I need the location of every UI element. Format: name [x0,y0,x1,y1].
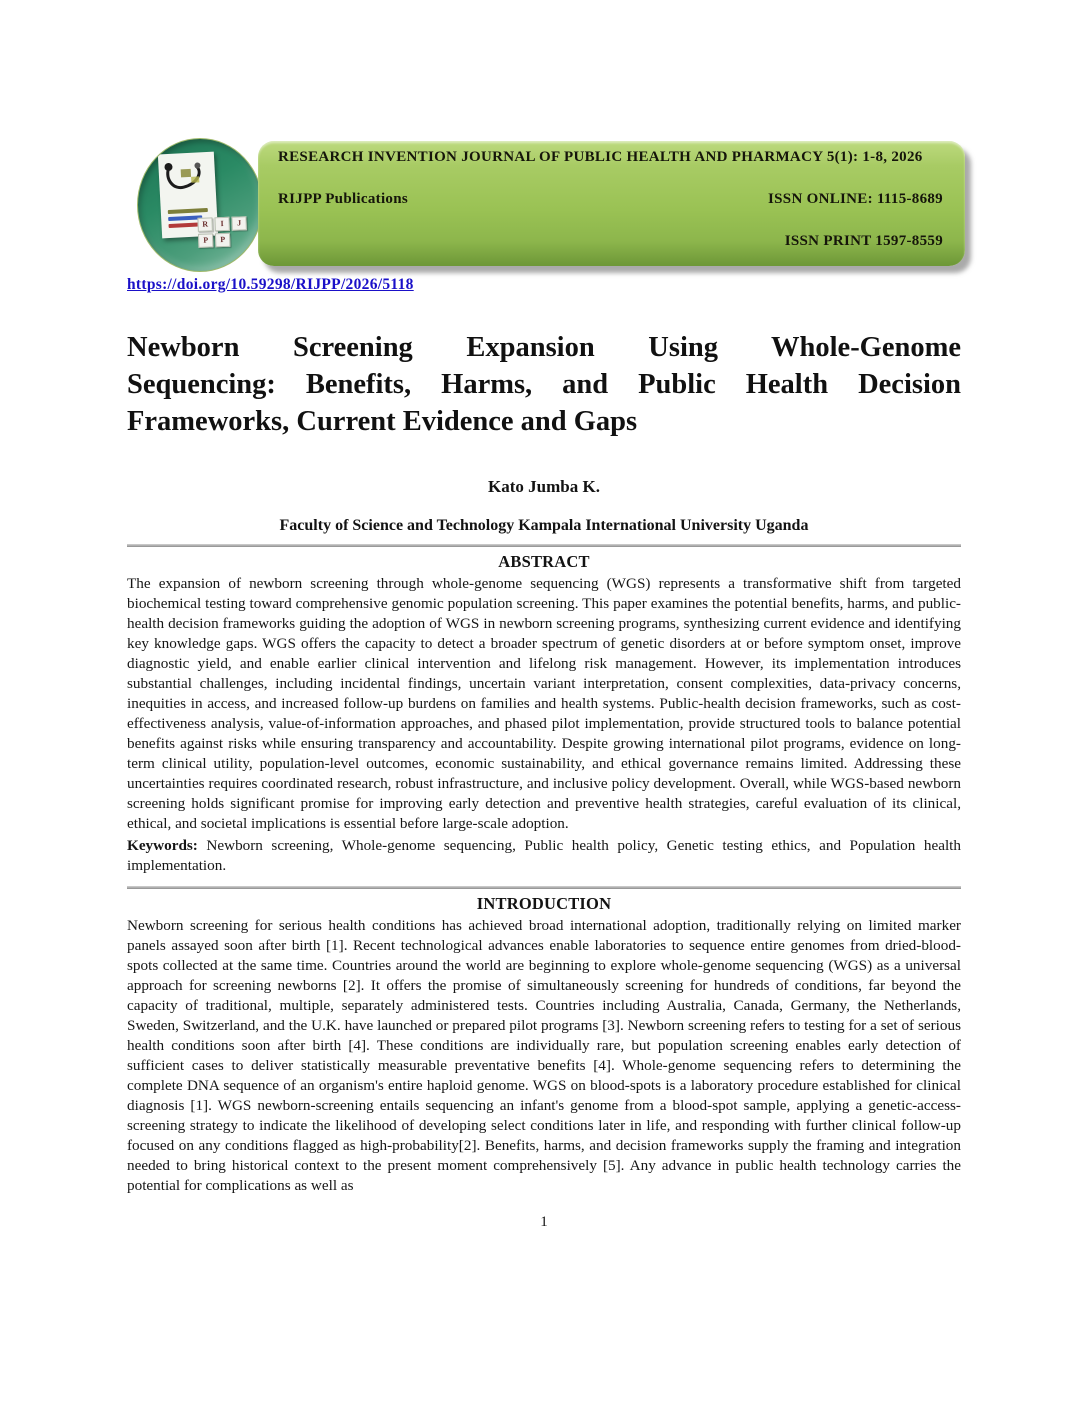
section-divider-top [127,544,961,547]
article-title-line-3: Frameworks, Current Evidence and Gaps [127,406,638,437]
letter-block: I [214,217,229,232]
logo-cover-text-line [168,208,208,214]
banner-row-1 [278,149,943,166]
abstract-keywords [127,836,961,876]
section-divider-middle [127,886,961,889]
journal-title-issue: RESEARCH INVENTION JOURNAL OF PUBLIC HEALTH AND PHARMACY 5(1): 1-8, 2026 [278,149,923,165]
page-number: 1 [540,1214,548,1230]
abstract-body: The expansion of newborn screening through whole-genome sequencing (WGS) represents a transformative shift from targeted biochemical testing toward comprehensive genomic population screening. This paper examines the potential benefits, harms, and public-health decision frameworks guiding the adoption of WGS in newborn screening programs, synthesizing current evidence and identifying key knowledge gaps. WGS offers the capacity to detect a broader spectrum of genetic disorders at or before symptom onset, improve diagnostic yield, and enable earlier clinical intervention and lifelong risk management. However, its implementation introduces substantial challenges, including incidental findings, uncertain variant interpretation, consent complexities, data-privacy concerns, inequities in access, and increased follow-up burdens on families and health systems. Public-health decision frameworks, such as cost-effectiveness analysis, value-of-information approaches, and phased pilot implementation, provide structured tools to balance potential benefits against risks while ensuring transparency and accountability. Despite growing international pilot programs, evidence on long-term clinical utility, population-level outcomes, economic sustainability, and ethical governance remains limited. Addressing these uncertainties requires coordinated research, robust infrastructure, and inclusive policy development. Overall, while WGS-based newborn screening holds significant promise for improving early detection and preventive health strategies, careful evaluation of its clinical, ethical, and societal implications is essential before large-scale adoption. [127,575,961,832]
publisher-name: RIJPP Publications [278,191,408,207]
letter-block: J [231,216,246,231]
letter-block: R [197,217,212,232]
introduction-heading: INTRODUCTION [476,894,612,913]
keywords-label: Keywords: [127,837,198,854]
article-title [127,329,961,440]
article-content [127,329,961,1231]
journal-header-banner [258,141,965,266]
banner-row-3 [278,233,943,250]
introduction-body: Newborn screening for serious health conditions has achieved broad international adoption, traditionally relying on limited marker panels assayed soon after birth [1]. Recent technological advances enable laboratories to sequence entire genomes from dried-blood-spots collected at the same time. Countries around the world are beginning to explore whole-genome sequencing (WGS) as a universal approach for screening newborns [2]. It offers the promise of simultaneously screening for hundreds of conditions, far beyond the capacity of traditional, multiple, separately administered tests. Countries including Australia, Canada, Germany, the Netherlands, Sweden, Switzerland, and the U.K. have launched or prepared pilot programs [3]. Newborn screening refers to testing for a set of serious health conditions soon after birth [4]. These conditions are individually rare, but population screening enables early detection of sufficient cases to deliver statistically measurable preventative benefits [4]. Whole-genome sequencing refers to determining the complete DNA sequence of an organism's entire haploid genome. WGS on blood-spots is a laboratory procedure established for clinical diagnosis [1]. WGS newborn-screening entails sequencing an infant's genome from a blood-spot sample, applying a genetic-access-screening strategy to indicate the likelihood of developing select conditions later in life, and responding with further clinical follow-up focused on any conditions flagged as high-probability[2]. Benefits, harms, and decision frameworks supply the framing and integration needed to bring historical context to the present moment comprehensively [5]. Any advance in public health technology carries the potential for complications as well as [127,917,961,1194]
issn-print: ISSN PRINT 1597-8559 [784,233,943,249]
article-title-line-2: Sequencing: Benefits, Harms, and Public Health Decision [127,369,961,400]
keywords-text: Newborn screening, Whole-genome sequencing, Public health policy, Genetic testing ethics, and Population health implementation. [127,837,961,874]
article-title-line-1: Newborn Screening Expansion Using Whole-Genome [127,332,961,363]
author-name: Kato Jumba K. [488,477,600,496]
letter-block: P [215,233,230,248]
logo-letter-blocks [197,216,250,252]
banner-row-2 [278,191,943,208]
letter-block: P [198,233,213,248]
issn-online: ISSN ONLINE: 1115-8689 [768,191,943,207]
stethoscope-icon [162,158,213,210]
doi-link[interactable]: https://doi.org/10.59298/RIJPP/2026/5118 [127,276,414,293]
author-affiliation: Faculty of Science and Technology Kampala International University Uganda [279,517,809,534]
journal-logo [137,138,263,272]
abstract-heading: ABSTRACT [498,552,590,571]
